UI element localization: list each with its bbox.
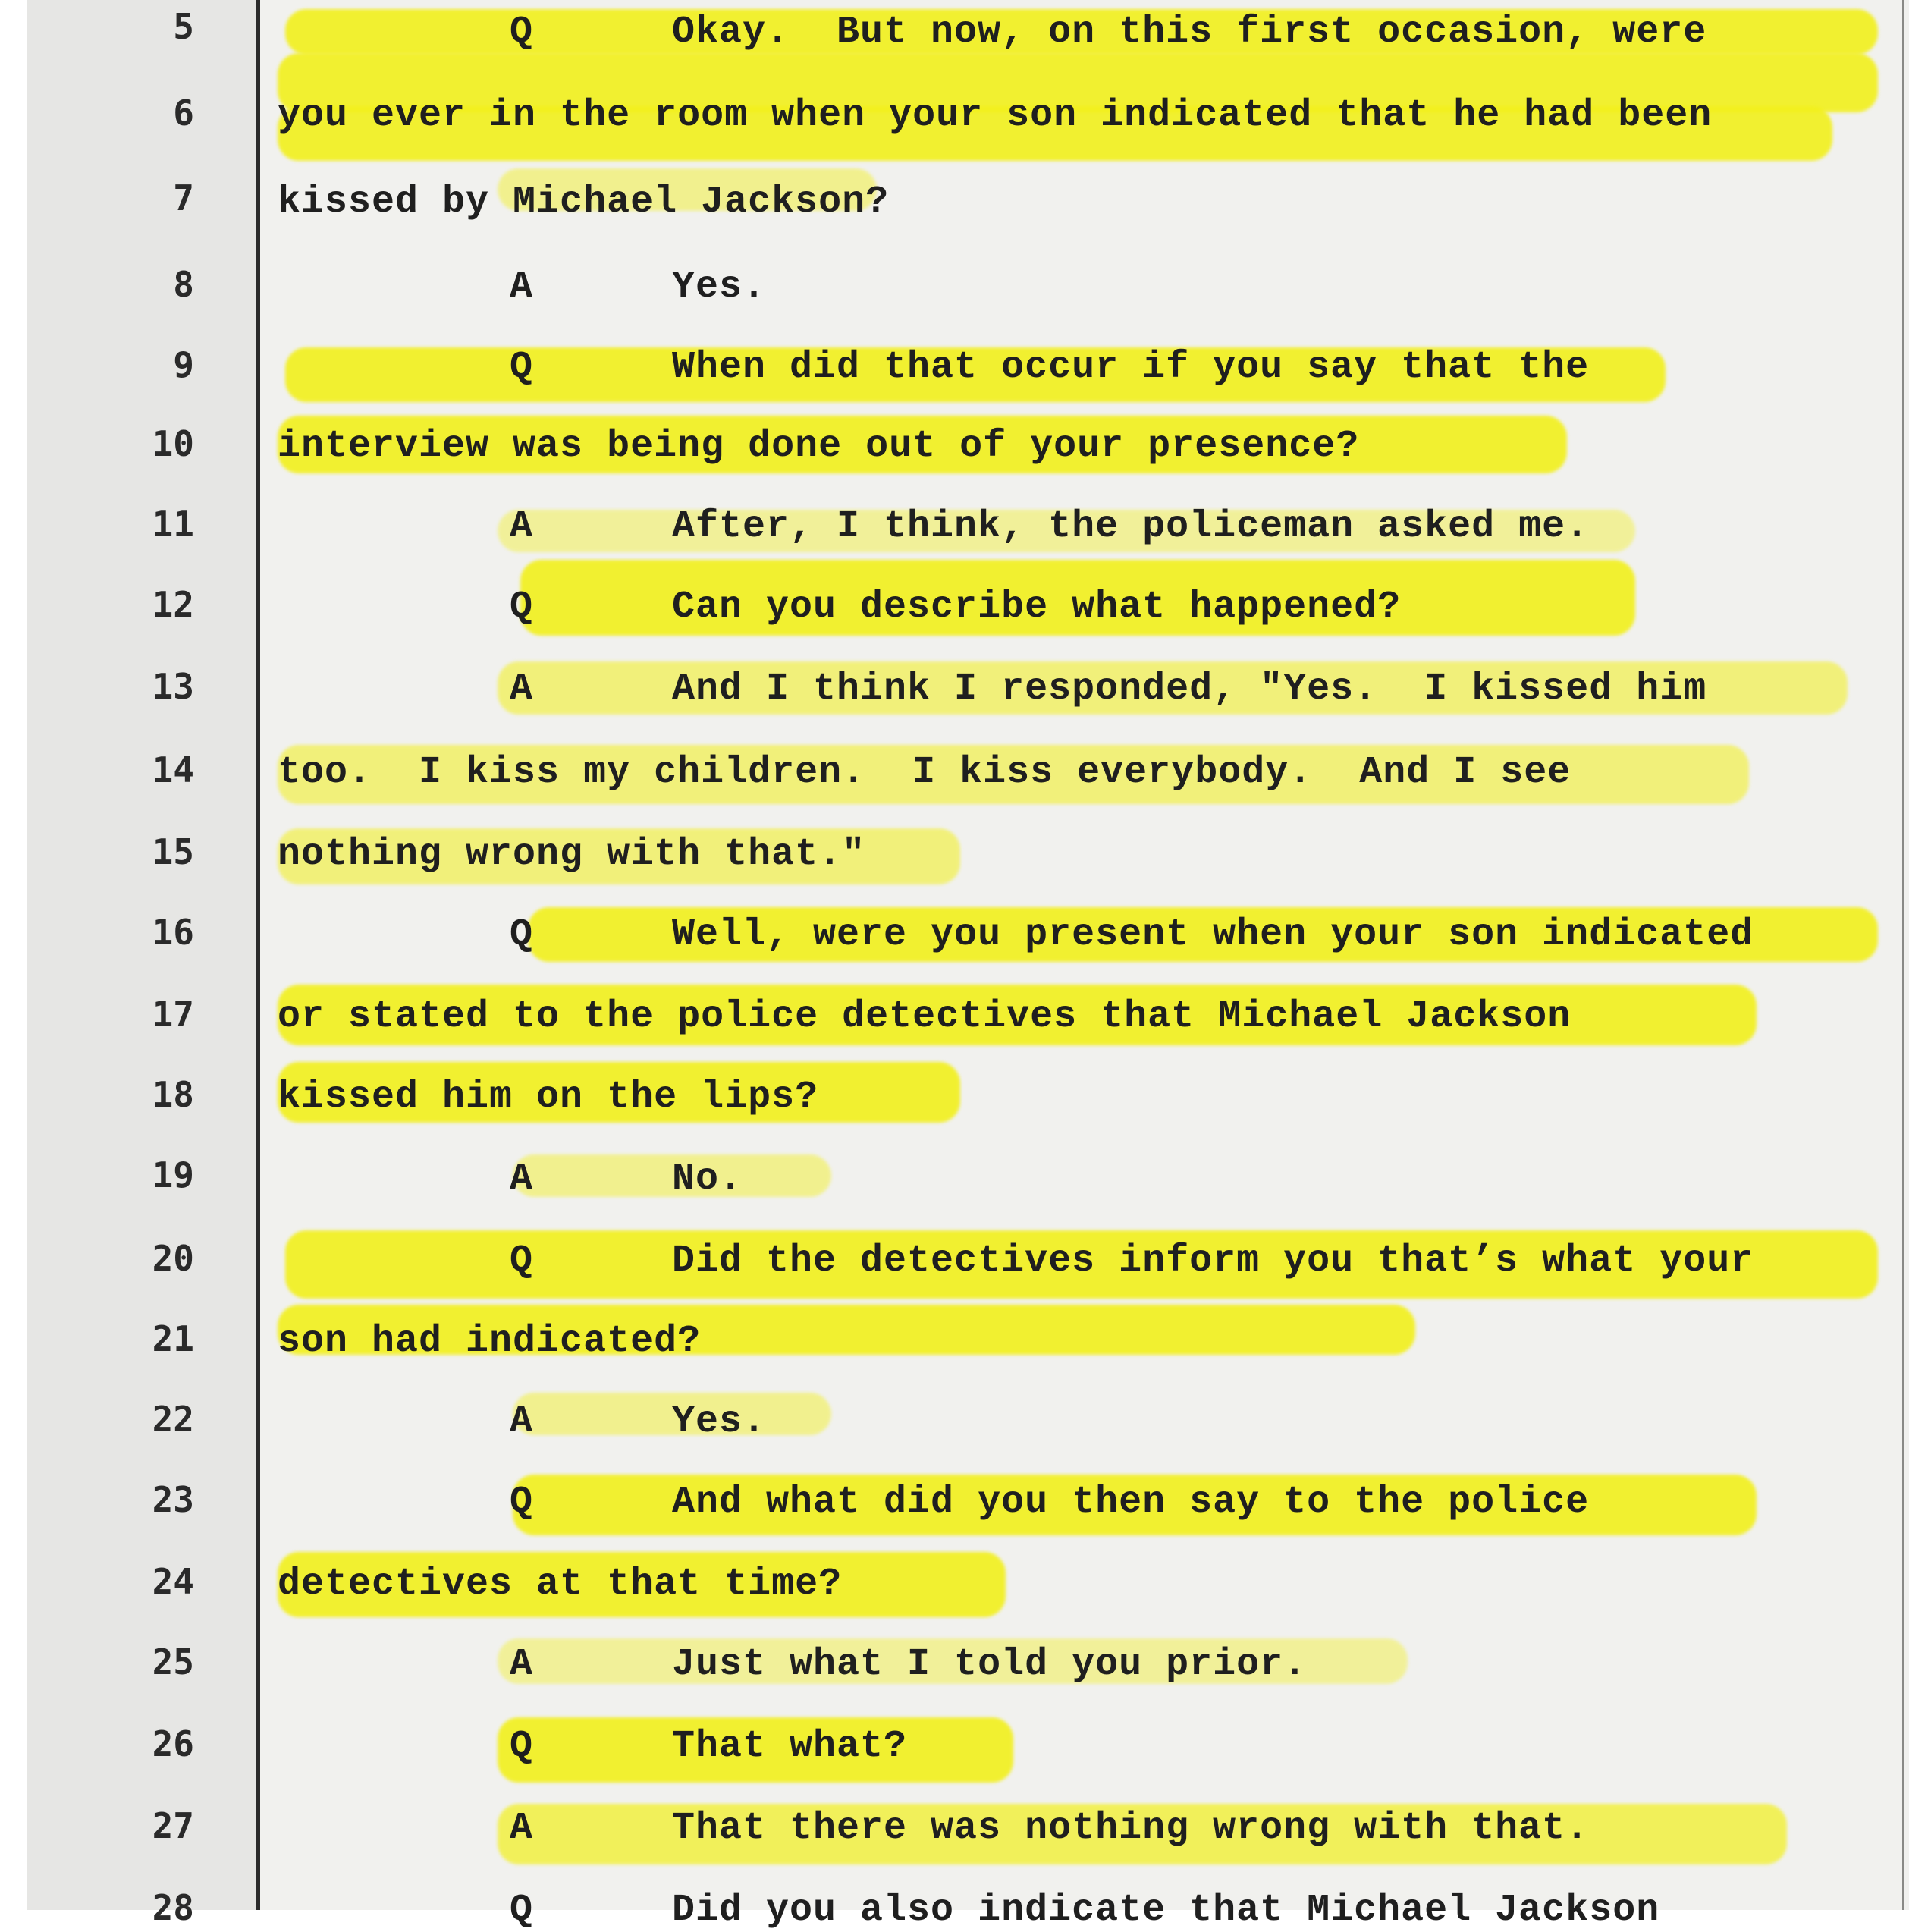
transcript-line: And I think I responded, "Yes. I kissed him [672,668,1707,711]
speaker-marker: A [510,265,534,309]
speaker-marker: A [510,1643,534,1686]
transcript-line: That what? [672,1725,908,1768]
speaker-marker: Q [510,1239,534,1283]
transcript-line: When did that occur if you say that the [672,346,1590,389]
transcript-line: detectives at that time? [278,1563,843,1606]
line-number: 22 [152,1399,194,1440]
transcript-line: Well, were you present when your son indicated [672,913,1754,957]
speaker-marker: Q [510,1481,534,1524]
speaker-marker: Q [510,586,534,629]
line-number: 20 [152,1238,194,1279]
speaker-marker: A [510,1400,534,1444]
transcript-line: too. I kiss my children. I kiss everybody. And I see [278,751,1571,794]
transcript-line: nothing wrong with that." [278,833,866,876]
line-number: 24 [152,1561,194,1602]
line-number: 19 [152,1154,194,1195]
line-number: 12 [152,584,194,625]
line-number: 16 [152,912,194,953]
line-number: 25 [152,1641,194,1682]
line-number: 10 [152,423,194,464]
transcript-line: son had indicated? [278,1320,702,1363]
transcript-line: kissed him on the lips? [278,1076,819,1119]
transcript-line: Yes. [672,265,767,309]
transcript-line: No. [672,1158,743,1201]
speaker-marker: Q [510,346,534,389]
speaker-marker: Q [510,913,534,957]
transcript-line: After, I think, the policeman asked me. [672,505,1590,548]
line-number: 17 [152,994,194,1035]
transcript-line: Can you describe what happened? [672,586,1402,629]
line-number: 7 [173,177,194,218]
margin-rule [256,0,260,1910]
right-margin-rule [1902,0,1904,1910]
transcript-line: Just what I told you prior. [672,1643,1308,1686]
line-number: 6 [173,93,194,134]
transcript-line: Okay. But now, on this first occasion, were [672,11,1707,54]
transcript-line: kissed by Michael Jackson? [278,181,890,224]
line-number: 28 [152,1887,194,1928]
line-number: 26 [152,1723,194,1764]
transcript-line: you ever in the room when your son indicated that he had been [278,94,1713,137]
transcript-line: Did the detectives inform you that’s what your [672,1239,1754,1283]
speaker-marker: Q [510,1889,534,1932]
line-number: 23 [152,1479,194,1520]
speaker-marker: A [510,1158,534,1201]
line-number: 18 [152,1074,194,1115]
speaker-marker: A [510,1807,534,1850]
transcript-line: And what did you then say to the police [672,1481,1590,1524]
line-number: 11 [152,504,194,545]
line-number: 9 [173,344,194,385]
line-number: 5 [173,6,194,47]
line-number: 15 [152,831,194,872]
speaker-marker: Q [510,1725,534,1768]
line-number: 14 [152,749,194,790]
transcript-page [27,0,1909,1932]
line-number: 27 [152,1805,194,1846]
transcript-line: That there was nothing wrong with that. [672,1807,1590,1850]
speaker-marker: A [510,505,534,548]
line-number: 21 [152,1318,194,1359]
speaker-marker: Q [510,11,534,54]
speaker-marker: A [510,668,534,711]
transcript-line: or stated to the police detectives that Michael Jackson [278,995,1571,1038]
transcript-line: interview was being done out of your presence? [278,425,1360,468]
transcript-line: Yes. [672,1400,767,1444]
transcript-line: Did you also indicate that Michael Jackson [672,1889,1660,1932]
line-number: 13 [152,666,194,707]
line-number: 8 [173,264,194,305]
